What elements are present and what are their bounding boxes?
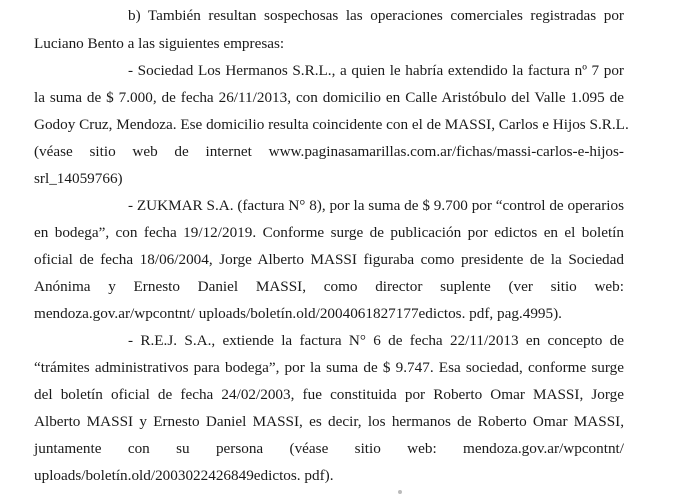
paragraph-b-line-2: Luciano Bento a las siguientes empresas:: [34, 35, 285, 52]
item-los-hermanos-line-5: srl_14059766): [34, 170, 123, 187]
item-zukmar-line-5: mendoza.gov.ar/wpcontnt/ uploads/boletín.old/2004061827177edictos. pdf, pag.4995).: [34, 305, 562, 322]
paragraph-b-line-1: b) También resultan sospechosas las operaciones comerciales registradas por: [128, 7, 624, 24]
item-los-hermanos-line-1: - Sociedad Los Hermanos S.R.L., a quien le habría extendido la factura nº 7 por: [128, 62, 624, 79]
item-rej-line-5: juntamente con su persona (véase sitio web: mendoza.gov.ar/wpcontnt/: [34, 440, 624, 457]
item-zukmar-line-3: oficial de fecha 18/06/2004, Jorge Alberto MASSI figuraba como presidente de la Sociedad: [34, 251, 624, 268]
item-rej-line-4: Alberto MASSI y Ernesto Daniel MASSI, es decir, los hermanos de Roberto Omar MASSI,: [34, 413, 624, 430]
item-rej-line-3: del boletín oficial de fecha 24/02/2003, fue constituida por Roberto Omar MASSI, Jorge: [34, 386, 624, 403]
item-los-hermanos-line-4: (véase sitio web de internet www.paginasamarillas.com.ar/fichas/massi-carlos-e-hijos-: [34, 143, 624, 160]
item-los-hermanos-line-3: Godoy Cruz, Mendoza. Ese domicilio resulta coincidente con el de MASSI, Carlos e Hijos S.R.L.: [34, 116, 629, 133]
item-los-hermanos-line-2: la suma de $ 7.000, de fecha 26/11/2013, con domicilio en Calle Aristóbulo del Valle 1.095 de: [34, 89, 624, 106]
item-zukmar-line-2: en bodega”, con fecha 19/12/2019. Conforme surge de publicación por edictos en el boletín: [34, 224, 624, 241]
scan-speck: [398, 490, 402, 494]
item-zukmar-line-4: Anónima y Ernesto Daniel MASSI, como director suplente (ver sitio web:: [34, 278, 624, 295]
item-rej-line-2: “trámites administrativos para bodega”, por la suma de $ 9.747. Esa sociedad, conforme surge: [34, 359, 624, 376]
item-rej-line-1: - R.E.J. S.A., extiende la factura N° 6 de fecha 22/11/2013 en concepto de: [128, 332, 624, 349]
item-zukmar-line-1: - ZUKMAR S.A. (factura N° 8), por la suma de $ 9.700 por “control de operarios: [128, 197, 624, 214]
item-rej-line-6: uploads/boletín.old/2003022426849edictos. pdf).: [34, 467, 334, 484]
